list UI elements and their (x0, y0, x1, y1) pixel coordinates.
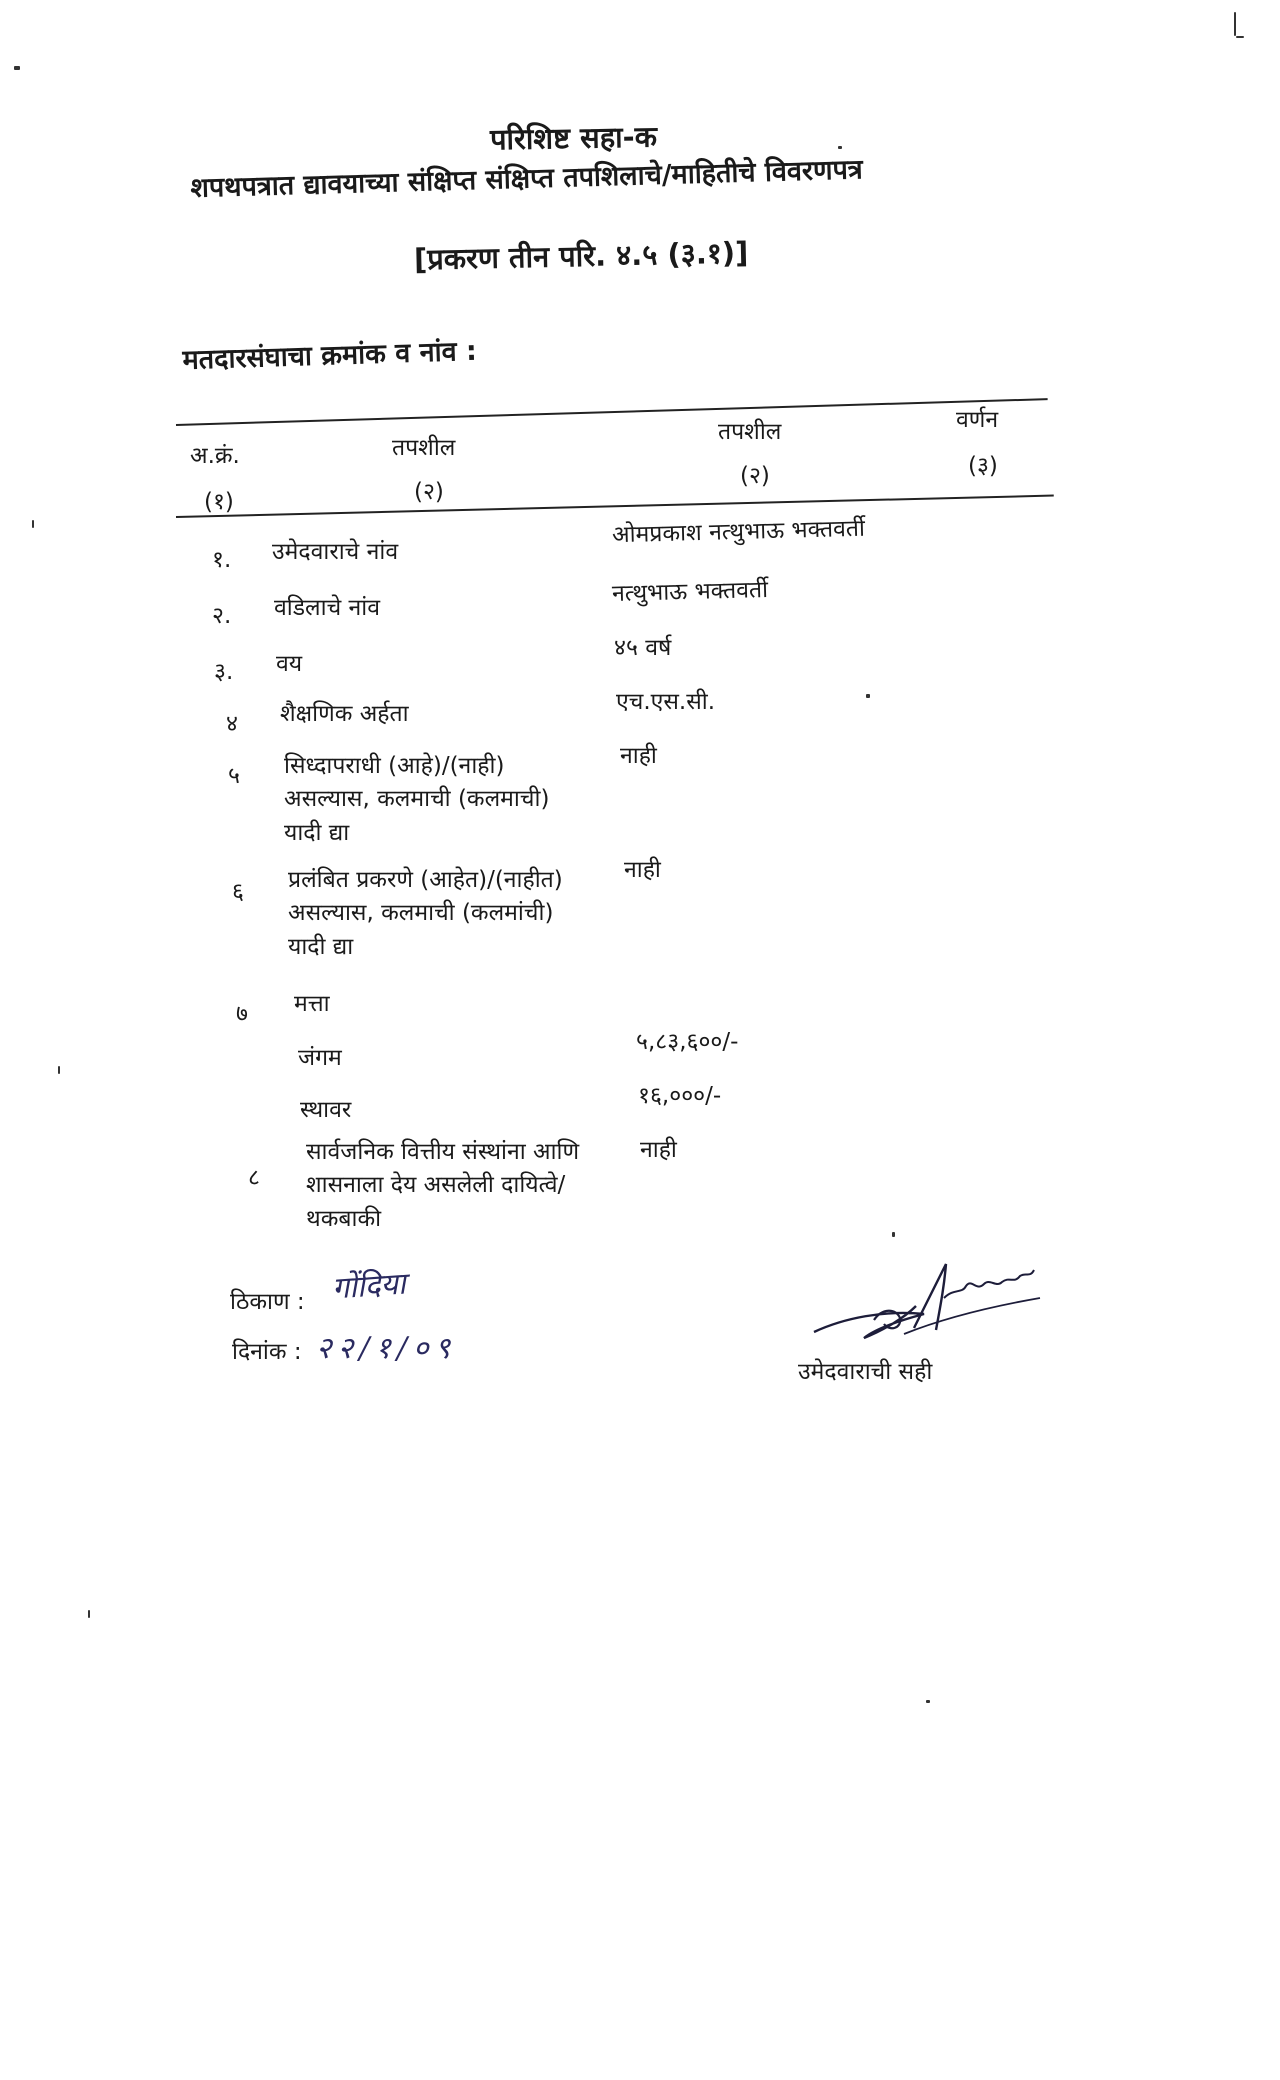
candidate-signature (804, 1248, 1044, 1358)
row-5-label: सिध्दापराधी (आहे)/(नाही) असल्यास, कलमाची (कलमाची) यादी द्या (284, 753, 550, 846)
row-2-number: २. (212, 603, 232, 629)
row-2-label: वडिलाचे नांव (274, 595, 381, 621)
row-7-label: मत्ता (294, 991, 330, 1017)
row-5-value: नाही (620, 743, 657, 769)
row-7a-label: जंगम (298, 1045, 342, 1071)
table-header-rule (176, 495, 1054, 518)
row-1-label: उमेदवाराचे नांव (272, 539, 399, 565)
scan-speck (866, 694, 870, 698)
header-details-2-num: (२) (740, 463, 770, 489)
scan-speck (32, 520, 34, 528)
row-4-label: शैक्षणिक अर्हता (280, 701, 409, 727)
table-top-rule (176, 398, 1048, 426)
row-6-value: नाही (624, 857, 661, 883)
header-serial-num: (१) (204, 489, 234, 515)
row-8-value: नाही (640, 1137, 677, 1163)
row-7a-value: ५,८३,६००/- (636, 1029, 739, 1055)
row-6-label: प्रलंबित प्रकरणे (आहेत)/(नाहीत) असल्यास, कलमाची (कलमांची) यादी द्या (288, 867, 563, 960)
header-description: वर्णन (956, 407, 999, 433)
row-3-label: वय (276, 651, 303, 677)
row-4-number: ४ (226, 711, 238, 737)
scan-speck (14, 66, 20, 70)
row-8-label: सार्वजनिक वित्तीय संस्थांना आणि शासनाला देय असलेली दायित्वे/थकबाकी (306, 1139, 580, 1232)
row-4-value: एच.एस.सी. (616, 689, 716, 715)
row-1-number: १. (212, 547, 232, 573)
header-details-num: (२) (414, 479, 444, 505)
place-value-handwritten: गोंदिया (331, 1266, 407, 1307)
place-label: ठिकाण : (230, 1289, 305, 1315)
scan-speck (1234, 12, 1236, 36)
scan-speck (58, 1066, 60, 1074)
row-7b-label: स्थावर (300, 1097, 352, 1123)
date-label: दिनांक : (232, 1339, 302, 1365)
scan-speck (926, 1700, 930, 1703)
document-title: परिशिष्ट सहा-क (489, 119, 658, 157)
header-details: तपशील (392, 435, 456, 461)
row-2-value: नत्थुभाऊ भक्तवर्ती (611, 576, 769, 608)
row-8-number: ८ (248, 1165, 260, 1191)
scan-speck (1236, 36, 1244, 38)
row-1-value: ओमप्रकाश नत्थुभाऊ भक्तवर्ती (611, 515, 866, 549)
document-reference: [प्रकरण तीन परि. ४.५ (३.१)] (413, 235, 749, 277)
constituency-label: मतदारसंघाचा क्रमांक व नांव : (182, 335, 478, 376)
document-subtitle: शपथपत्रात द्यावयाच्या संक्षिप्त संक्षिप्त तपशिलाचे/माहितीचे विवरणपत्र (190, 154, 864, 204)
header-details-2: तपशील (718, 419, 782, 445)
row-3-number: ३. (214, 659, 234, 685)
row-5-number: ५ (228, 763, 240, 789)
scan-speck (892, 1232, 895, 1237)
header-serial: अ.क्रं. (190, 443, 240, 469)
row-7b-value: १६,०००/- (638, 1083, 722, 1109)
header-description-num: (३) (968, 453, 998, 479)
signature-label: उमेदवाराची सही (798, 1359, 933, 1385)
row-3-value: ४५ वर्ष (614, 635, 672, 661)
row-7-number: ७ (236, 1001, 248, 1027)
scan-speck (88, 1610, 90, 1618)
date-value-handwritten: २२/१/०९ (316, 1331, 457, 1366)
row-6-number: ६ (232, 879, 244, 905)
scan-speck (838, 146, 842, 149)
